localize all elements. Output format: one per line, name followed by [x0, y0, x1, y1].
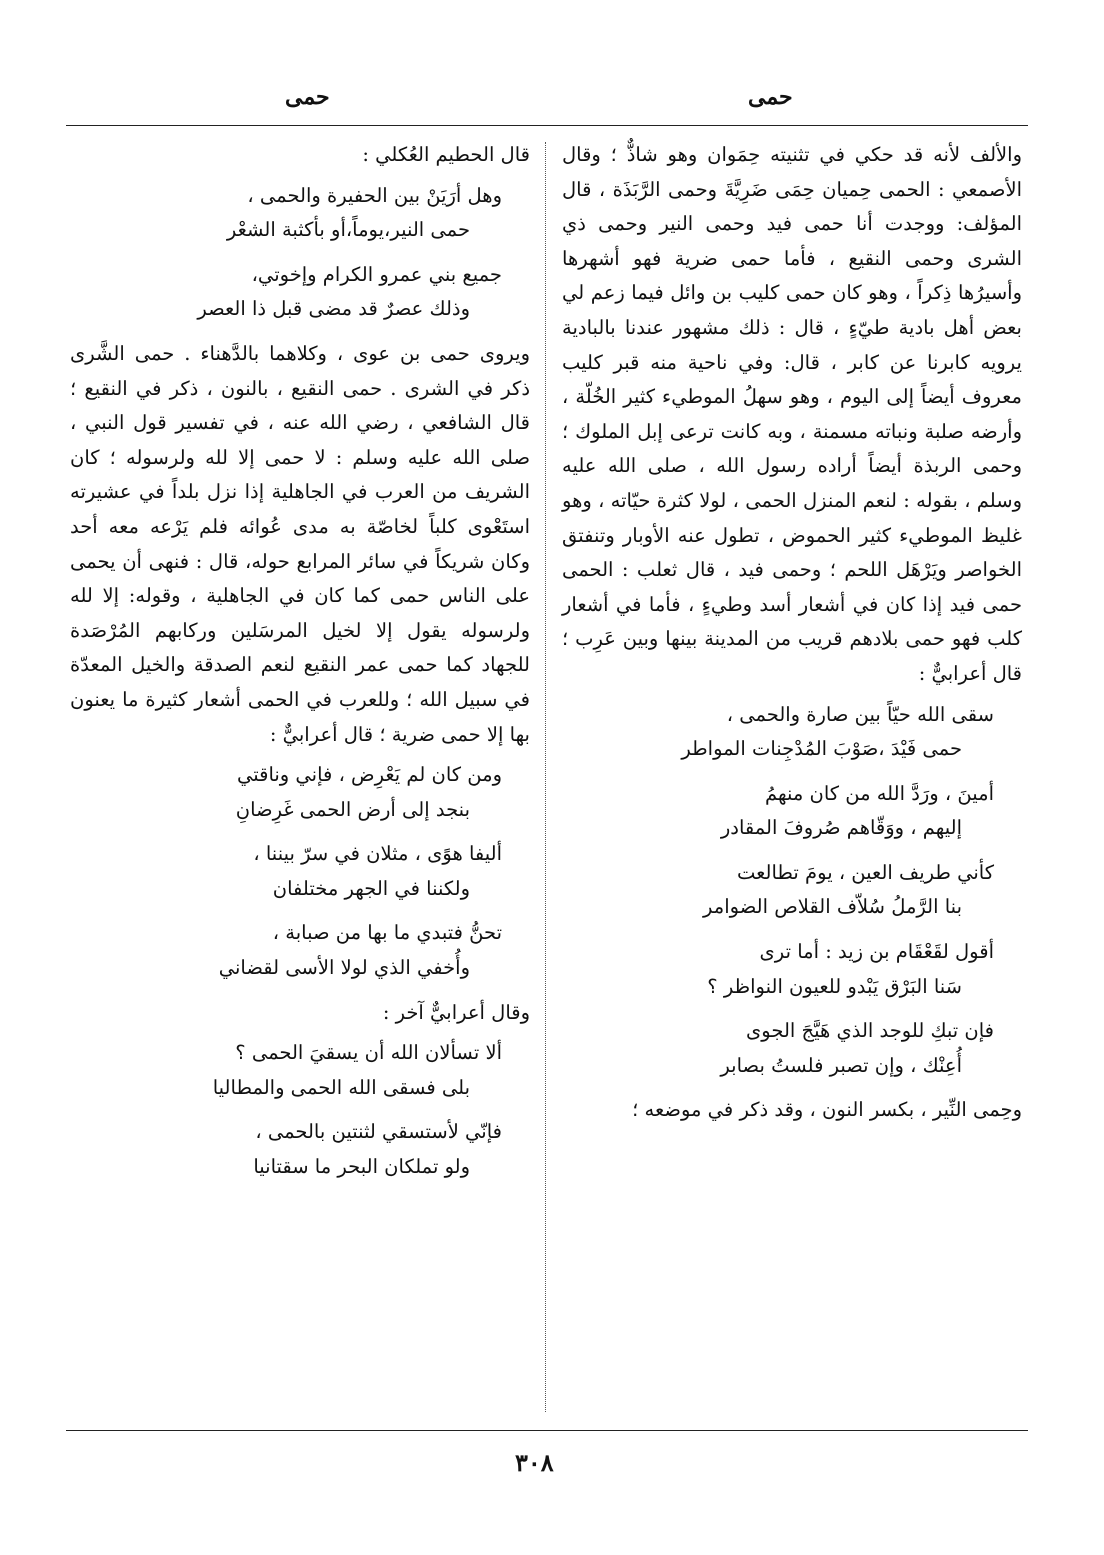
verse-line: حمى النير،يوماً،أو بأكثبة الشعْر — [226, 218, 470, 242]
verse-line: بلى فسقى الله الحمى والمطاليا — [212, 1075, 470, 1099]
running-head-right: حمى — [748, 84, 793, 110]
column-divider — [545, 142, 546, 1412]
verse-line: جميع بني عمرو الكرام وإخوتي، — [251, 262, 502, 286]
verse-line: فإنّي لأستسقي لثنتين بالحمى ، — [255, 1120, 502, 1144]
verse-line: ومن كان لم يَعْرِض ، فإني وناقتي — [236, 763, 502, 787]
verse-line: كأني طريف العين ، يومَ تطالعت — [736, 860, 994, 884]
verse-couplet — [562, 856, 1022, 925]
entry-paragraph: ويروى حمى بن عوى ، وكلاهما بالدَّهناء . حمى الشَّرى ذكر في الشرى . حمى النقيع ، بالنون ، ذكر في النقيع ؛ قال الشافعي ، رضي الله عنه ، في تفسير قول النبي ، صلى الله عليه وسلم : لا حمى إلا لله ولرسوله ؛ كان الشريف من العرب في الجاهلية إذا نزل بلداً في عشيرته استَعْوى كلباً لخاصّة به مدى عُوائه فلم يَرْعه معه أحد وكان شريكاً في سائر المرابع حوله، قال : فنهى أن يحمى على الناس حمى كما كان في الجاهلية ، وقوله: إلا لله ولرسوله يقول إلا لخيل المرسَلين وركابهم المُرْصَدة للجهاد كما حمى عمر النقيع لنعم الصدقة والخيل المعدّة في سبيل الله ؛ وللعرب في الحمى أشعار كثيرة ما يعنون بها إلا حمى ضرية ؛ قال أعرابيٌّ : — [70, 341, 530, 746]
verse-couplet — [70, 1036, 530, 1105]
verse-line: أمينَ ، ورَدَّ الله من كان منهمُ — [765, 781, 994, 805]
verse-line: بنجد إلى أرض الحمى غَرِضانِ — [235, 797, 470, 821]
verse-intro: قال الحطيم العُكلي : — [362, 143, 530, 166]
right-column — [562, 138, 1022, 1418]
verse-couplet — [562, 698, 1022, 767]
verse-line: ولو تملكان البحر ما سقتانيا — [253, 1155, 470, 1179]
verse-line: سَنا البَرْق يَبْدو للعيون النواظر ؟ — [707, 974, 962, 998]
verse-couplet — [562, 935, 1022, 1004]
verse-couplet — [70, 179, 530, 248]
entry-paragraph: والألف لأنه قد حكي في تثنيته حِمَوان وهو شاذٌّ ؛ وقال الأصمعي : الحمى حِميان حِمَى ضَرِيَّةَ وحمى الرَّبَذَة ، قال المؤلف: ووجدت أنا حمى فيد وحمى النير وحمى ذي الشرى وحمى النقيع ، فأما حمى ضرية فهو أشهرها وأسيرُها ذِكراً ، وهو كان حمى كليب بن وائل فيما زعم لي بعض أهل بادية طيّءٍ ، قال : ذلك مشهور عندنا بالبادية يرويه كابرنا عن كابر ، قال: وفي ناحية منه قبر كليب معروف أيضاً إلى اليوم ، وهو سهلُ الموطيء كثير الخُلّة ، وأرضه صلبة ونباته مسمنة ، وبه كانت ترعى إبل الملوك ؛ وحمى الربذة أيضاً أراده رسول الله ، صلى الله عليه وسلم ، بقوله : لنعم المنزل الحمى ، لولا كثرة حيّاته ، وهو غليظ الموطيء كثير الحموض ، تطول عنه الأوبار وتنفتق الخواصر ويَرْهَل اللحم ؛ وحمى فيد ، قال ثعلب : الحمى حمى فيد إذا كان في أشعار أسد وطيءٍ ، فأما في أشعار كلب فهو حمى بلادهم قريب من المدينة بينها وبين عَرِب ؛ قال أعرابيٌّ : — [562, 143, 1022, 685]
verse-couplet — [70, 837, 530, 906]
verse-line: إليهم ، ووَقّاهم صُروفَ المقادر — [720, 816, 962, 840]
verse-line: وذلك عصرٌ قد مضى قبل ذا العصر — [197, 297, 470, 321]
verse-couplet — [70, 258, 530, 327]
verse-line: أليفا هوًى ، مثلان في سرّ بيننا ، — [253, 842, 502, 866]
verse-line: وأُخفي الذي لولا الأسى لقضاني — [218, 956, 470, 980]
page-number: ٣٠٨ — [515, 1448, 554, 1477]
top-rule — [66, 125, 1028, 126]
verse-line: أُعِنْك ، وإن تصبر فلستُ بصابر — [720, 1053, 962, 1077]
verse-line: أقول لقَعْقَام بن زيد : أما ترى — [759, 940, 994, 964]
verse-couplet — [562, 1014, 1022, 1083]
verse-line: وهل أرَيَنْ بين الحفيرة والحمى ، — [247, 183, 502, 207]
bottom-rule — [66, 1430, 1028, 1431]
verse-line: ولكننا في الجهر مختلفان — [272, 876, 470, 900]
verse-line: بنا الرَّملُ سُلاّف القلاص الضوامر — [703, 895, 962, 919]
left-column — [70, 138, 530, 1418]
entry-closing: وحِمى النِّير ، بكسر النون ، وقد ذكر في موضعه ؛ — [632, 1098, 1022, 1122]
verse-line: حمى فَيْدَ ،صَوْبَ المُدْجِنات المواطر — [681, 737, 962, 761]
verse-couplet — [562, 777, 1022, 846]
verse-couplet — [70, 916, 530, 985]
verse-intro: وقال أعرابيٌّ آخر : — [382, 1000, 530, 1024]
verse-line: فإن تبكِ للوجد الذي هَيَّجَ الجوى — [746, 1019, 994, 1043]
verse-couplet — [70, 1115, 530, 1184]
verse-line: تحنُّ فتبدي ما بها من صبابة ، — [272, 921, 502, 945]
verse-line: سقى الله حيّاً بين صارة والحمى ، — [726, 702, 994, 726]
verse-line: ألا تسألان الله أن يسقيَ الحمى ؟ — [235, 1041, 502, 1065]
verse-couplet — [70, 758, 530, 827]
running-head-left: حمى — [285, 84, 330, 110]
